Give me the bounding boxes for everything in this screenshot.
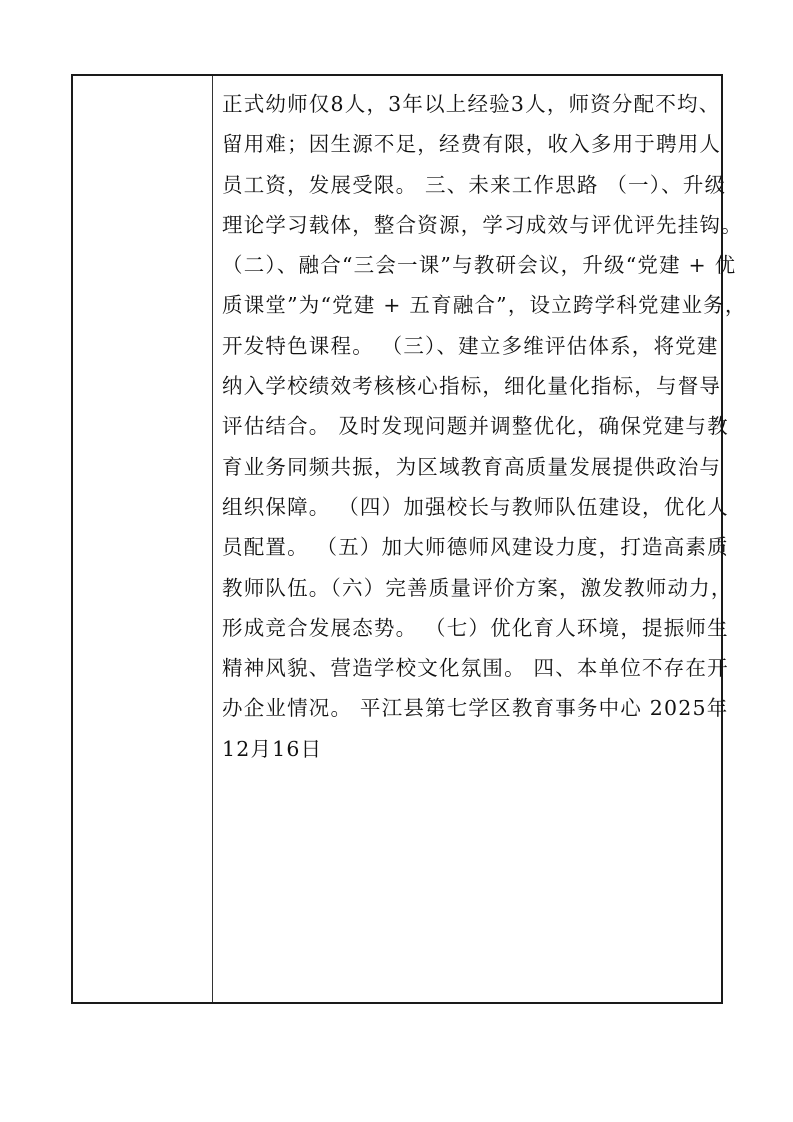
body-text-line: 办企业情况。 平江县第七学区教育事务中心 2025年 [222,696,729,721]
table-left-cell [73,76,213,1002]
body-text-line: 育业务同频共振，为区域教育高质量发展提供政治与 [222,454,722,479]
table-content-cell [213,76,747,1002]
document-table [71,74,747,1004]
body-text-line: 员配置。 （五）加大师德师风建设力度，打造高素质 [222,535,729,560]
body-text-line-date: 12月16日 [222,736,323,761]
body-text-line: 形成竞合发展态势。 （七）优化育人环境，提振师生 [222,615,729,640]
body-text-line: 正式幼师仅8人，3年以上经验3人，师资分配不均、 [222,92,721,116]
body-text-line: 评估结合。 及时发现问题并调整优化，确保党建与教 [222,414,729,439]
body-text-line: （二）、融合“三会一课”与教研会议，升级“党建 + 优 [222,253,737,278]
body-text-line: 纳入学校绩效考核核心指标，细化量化指标，与督导 [222,374,722,399]
body-text-line: 质课堂”为“党建 + 五育融合”，设立跨学科党建业务， [222,293,747,318]
body-text-line: 组织保障。 （四）加强校长与教师队伍建设，优化人 [222,494,729,519]
body-text-line: 员工资，发展受限。 三、未来工作思路 （一）、升级 [222,172,727,197]
body-text-line: 教师队伍。（六）完善质量评价方案，激发教师动力， [222,575,733,600]
body-text-line: 留用难；因生源不足，经费有限，收入多用于聘用人 [222,132,722,157]
body-text-line: 精神风貌、营造学校文化氛围。 四、本单位不存在开 [222,656,729,681]
body-text-line: 理论学习载体，整合资源，学习成效与评优评先挂钩。 [222,212,743,237]
body-text-line: 开发特色课程。 （三）、建立多维评估体系，将党建 [222,333,719,358]
